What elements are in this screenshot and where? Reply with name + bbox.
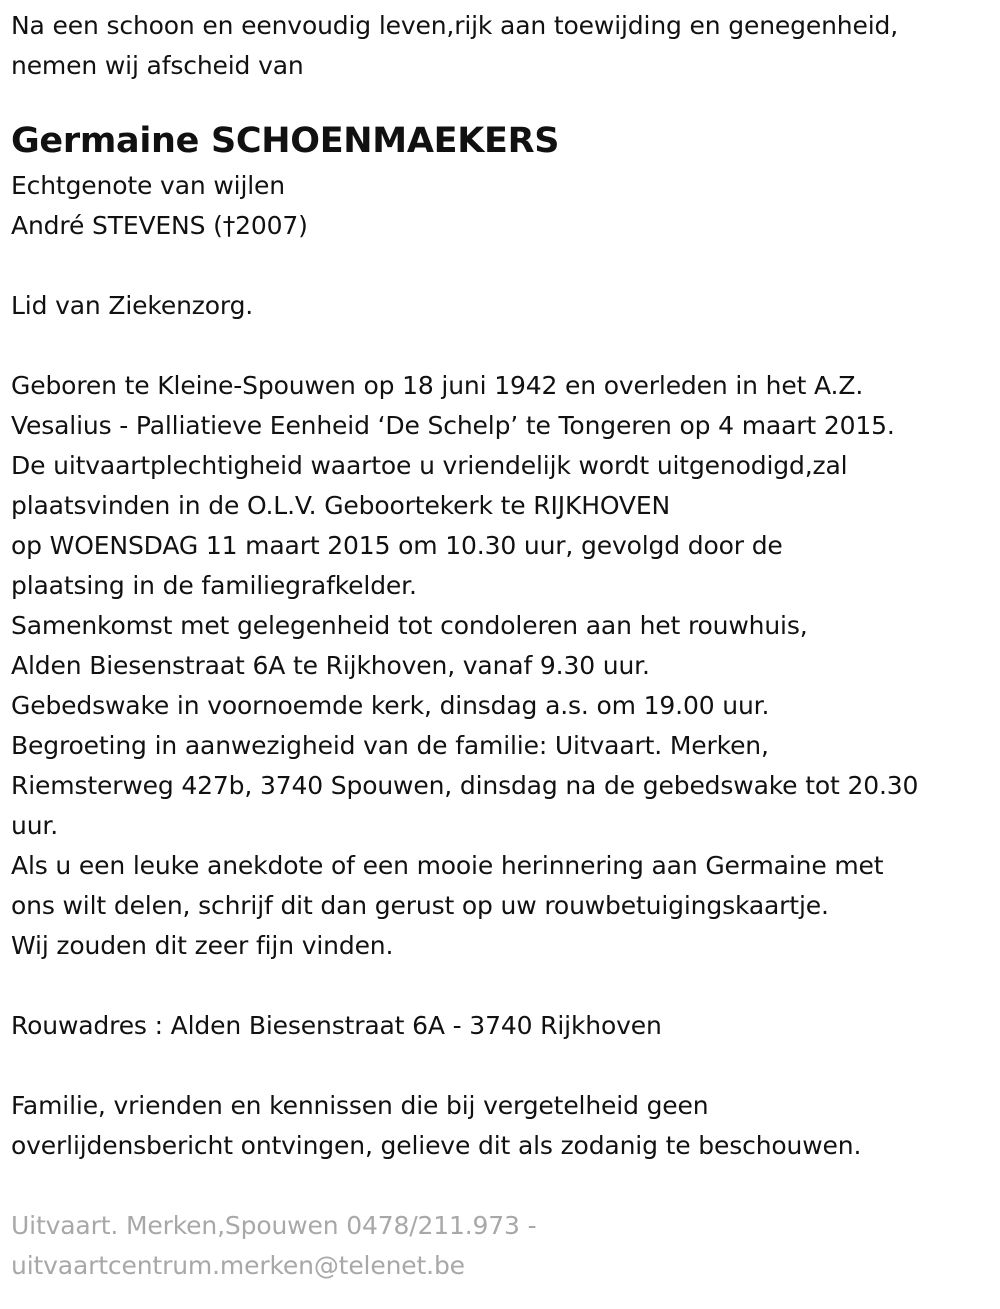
main-text-line: plaatsing in de familiegrafkelder. bbox=[11, 571, 417, 600]
spouse-block bbox=[11, 166, 986, 246]
main-text-line: Begroeting in aanwezigheid van de familie: Uitvaart. Merken, bbox=[11, 731, 769, 760]
spacer bbox=[11, 966, 986, 1006]
spouse-line: André STEVENS (†2007) bbox=[11, 211, 308, 240]
funeral-home-footer bbox=[11, 1206, 986, 1286]
notice-block bbox=[11, 1086, 986, 1166]
funeral-home-email: uitvaartcentrum.merken@telenet.be bbox=[11, 1251, 465, 1280]
notice-line: overlijdensbericht ontvingen, gelieve dit als zodanig te beschouwen. bbox=[11, 1131, 862, 1160]
main-text-line: Vesalius - Palliatieve Eenheid ‘De Schelp’ te Tongeren op 4 maart 2015. bbox=[11, 411, 895, 440]
spacer bbox=[11, 86, 986, 116]
membership-text: Lid van Ziekenzorg. bbox=[11, 291, 254, 320]
main-text-line: Gebedswake in voornoemde kerk, dinsdag a.s. om 19.00 uur. bbox=[11, 691, 770, 720]
intro-block bbox=[11, 6, 986, 86]
main-text-line: Geboren te Kleine-Spouwen op 18 juni 1942 en overleden in het A.Z. bbox=[11, 371, 864, 400]
deceased-name: Germaine SCHOENMAEKERS bbox=[11, 121, 560, 161]
spacer bbox=[11, 1166, 986, 1206]
main-text-line: Wij zouden dit zeer fijn vinden. bbox=[11, 931, 394, 960]
funeral-home-contact: Uitvaart. Merken,Spouwen 0478/211.973 - bbox=[11, 1211, 537, 1240]
spouse-line: Echtgenote van wijlen bbox=[11, 171, 285, 200]
intro-line: Na een schoon en eenvoudig leven,rijk aan toewijding en genegenheid, bbox=[11, 11, 899, 40]
main-text-line: De uitvaartplechtigheid waartoe u vriendelijk wordt uitgenodigd,zal bbox=[11, 451, 848, 480]
main-text-line: Riemsterweg 427b, 3740 Spouwen, dinsdag na de gebedswake tot 20.30 bbox=[11, 771, 919, 800]
main-text-line: Alden Biesenstraat 6A te Rijkhoven, vanaf 9.30 uur. bbox=[11, 651, 650, 680]
notice-line: Familie, vrienden en kennissen die bij vergetelheid geen bbox=[11, 1091, 709, 1120]
obituary-notice bbox=[11, 0, 986, 1286]
main-text-line: ons wilt delen, schrijf dit dan gerust op uw rouwbetuigingskaartje. bbox=[11, 891, 829, 920]
main-text-line: uur. bbox=[11, 811, 59, 840]
main-text-line: op WOENSDAG 11 maart 2015 om 10.30 uur, gevolgd door de bbox=[11, 531, 783, 560]
spacer bbox=[11, 326, 986, 366]
main-text-block bbox=[11, 366, 986, 966]
main-text-line: Als u een leuke anekdote of een mooie herinnering aan Germaine met bbox=[11, 851, 884, 880]
mourning-address: Rouwadres : Alden Biesenstraat 6A - 3740 Rijkhoven bbox=[11, 1011, 662, 1040]
spacer bbox=[11, 246, 986, 286]
intro-line: nemen wij afscheid van bbox=[11, 51, 304, 80]
main-text-line: plaatsvinden in de O.L.V. Geboortekerk te RIJKHOVEN bbox=[11, 491, 671, 520]
main-text-line: Samenkomst met gelegenheid tot condoleren aan het rouwhuis, bbox=[11, 611, 808, 640]
spacer bbox=[11, 1046, 986, 1086]
